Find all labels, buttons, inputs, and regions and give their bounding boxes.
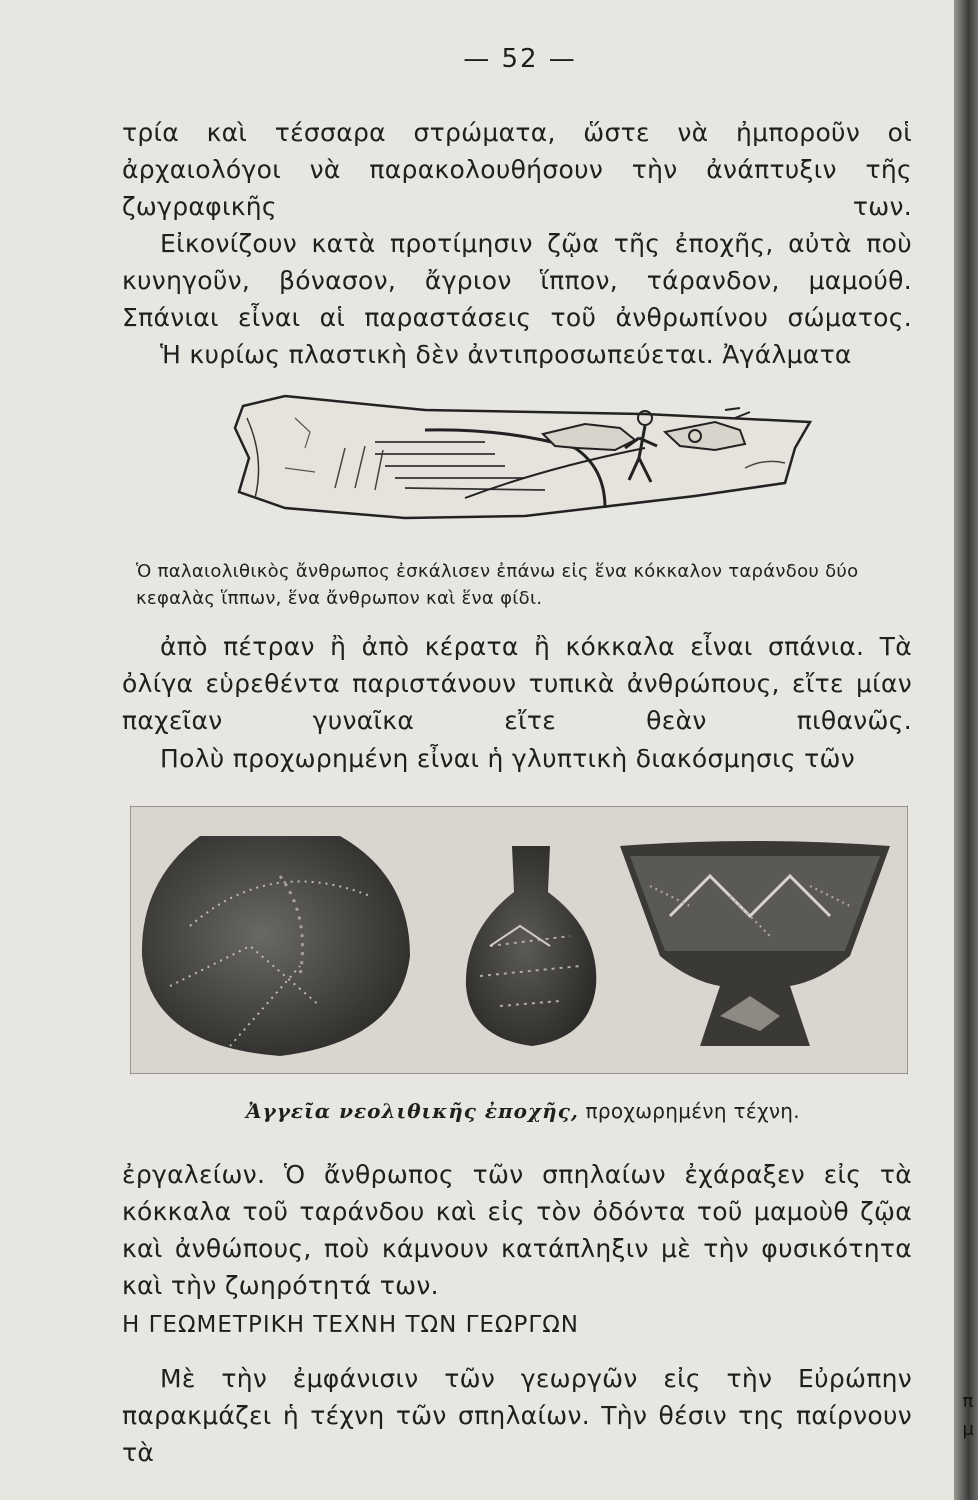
paragraph-3: Ἡ κυρίως πλαστικὴ δὲν ἀντιπροσωπεύεται. Ἀγάλματα: [160, 340, 852, 369]
page-number: — 52 —: [463, 44, 577, 74]
vessels-caption: [246, 1098, 800, 1125]
paragraph-4: ἀπὸ πέτραν ἢ ἀπὸ κέρατα ἢ κόκκαλα εἶναι σπάνια. Τὰ ὀλίγα εὑρεθέντα παριστάνουν τυπικὰ ἀνθρώπους, εἴτε μίαν παχεῖαν γυναῖκα εἴτε θεὰν πιθανῶς.: [122, 632, 912, 735]
engraved-bone-illustration: [225, 388, 815, 528]
vessels-caption-title: Ἀγγεῖα νεολιθικῆς ἐποχῆς,: [246, 1099, 579, 1123]
paragraph-5: Πολὺ προχωρημένη εἶναι ἡ γλυπτικὴ διακόσμησις τῶν: [160, 744, 855, 773]
facing-page-marks: π μ: [962, 1391, 974, 1440]
bone-figure-caption: Ὁ παλαιολιθικὸς ἄνθρωπος ἐσκάλισεν ἐπάνω εἰς ἕνα κόκκαλον ταράνδου δύο κεφαλὰς ἵππων, ἕνα ἄνθρωπον καὶ ἕνα φίδι.: [136, 561, 859, 609]
round-jar: [142, 836, 410, 1056]
paragraph-1: τρία καὶ τέσσαρα στρώματα, ὥστε νὰ ἠμποροῦν οἱ ἀρχαιολόγοι νὰ παρακολουθήσουν τὴν ἀνάπτυξιν τῆς ζωγραφικῆς των.: [122, 118, 912, 221]
paragraph-2: Εἰκονίζουν κατὰ προτίμησιν ζῷα τῆς ἐποχῆς, αὐτὰ ποὺ κυνηγοῦν, βόνασον, ἄγριον ἵππον, τάρανδον, μαμούθ. Σπάνιαι εἶναι αἱ παραστάσεις τοῦ ἀνθρωπίνου σώματος.: [122, 229, 912, 332]
neolithic-vessels-photo: [130, 806, 908, 1074]
paragraph-6: ἐργαλείων. Ὁ ἄνθρωπος τῶν σπηλαίων ἐχάραξεν εἰς τὰ κόκκαλα τοῦ ταράνδου καὶ εἰς τὸν ὀδόντα τοῦ μαμοὺθ ζῷα καὶ ἀνθώπους, ποὺ κάμνουν κατάπληξιν μὲ τὴν φυσικότητα καὶ τὴν ζωηρότητά των.: [122, 1160, 912, 1300]
paragraph-7: Μὲ τὴν ἐμφάνισιν τῶν γεωργῶν εἰς τὴν Εὐρώπην παρακμάζει ἡ τέχνη τῶν σπηλαίων. Τὴν θέσιν της παίρνουν τὰ: [122, 1364, 912, 1467]
section-heading: Η ΓΕΩΜΕΤΡΙΚΗ ΤΕΧΝΗ ΤΩΝ ΓΕΩΡΓΩΝ: [122, 1312, 579, 1338]
vessels-caption-rest: προχωρημένη τέχνη.: [585, 1099, 800, 1123]
facing-page-edge: [954, 0, 978, 1500]
